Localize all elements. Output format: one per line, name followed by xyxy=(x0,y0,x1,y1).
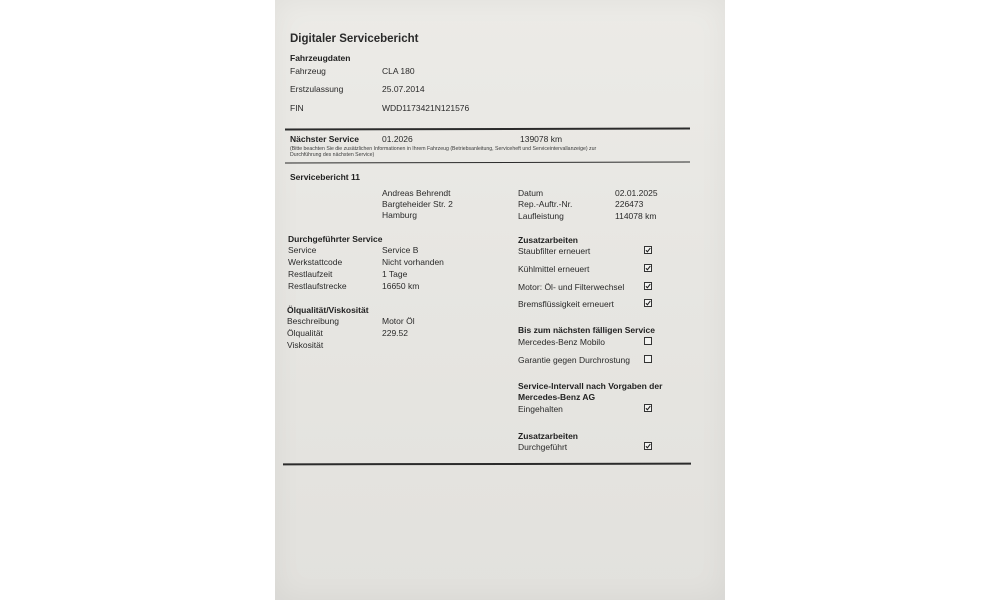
vehicle-value: CLA 180 xyxy=(382,66,415,76)
next-service-note: (Bitte beachten Sie die zusätzlichen Informationen in Ihrem Fahrzeug (Betriebsanleitung, Serviceheft und Serviceintervallanzeige) zur xyxy=(290,146,597,152)
oil-heading: Ölqualität/Viskosität xyxy=(287,305,369,315)
oil-description-value: Motor Öl xyxy=(382,316,415,326)
checkmark-icon xyxy=(645,405,651,411)
interval-item: Eingehalten xyxy=(518,404,563,414)
customer-street: Bargteheider Str. 2 xyxy=(382,199,453,209)
interval-heading-continued: Mercedes-Benz AG xyxy=(518,392,596,402)
interval-heading: Service-Intervall nach Vorgaben der xyxy=(518,381,663,391)
vehicle-label: Fahrzeug xyxy=(290,66,326,76)
divider-line xyxy=(285,161,690,163)
checkbox-dust-filter[interactable] xyxy=(644,246,652,254)
workshop-code-label: Werkstattcode xyxy=(288,257,343,267)
remaining-distance-label: Restlaufstrecke xyxy=(288,281,347,291)
report-heading: Servicebericht 11 xyxy=(290,172,360,182)
date-label: Datum xyxy=(518,188,544,198)
checkbox-interval-kept[interactable] xyxy=(644,404,652,412)
oil-quality-value: 229.52 xyxy=(382,328,408,338)
document-page xyxy=(275,0,725,600)
first-registration-value: 25.07.2014 xyxy=(382,84,425,94)
checkmark-icon xyxy=(645,443,651,449)
extra-work-item: Kühlmittel erneuert xyxy=(518,264,590,274)
service-value: Service B xyxy=(382,245,419,255)
extra-work-item: Motor: Öl- und Filterwechsel xyxy=(518,282,625,292)
order-number-label: Rep.-Auftr.-Nr. xyxy=(518,199,573,209)
oil-quality-label: Ölqualität xyxy=(287,328,323,338)
date-value: 02.01.2025 xyxy=(615,188,658,198)
extra-work-heading: Zusatzarbeiten xyxy=(518,235,578,245)
customer-name: Andreas Behrendt xyxy=(382,188,451,198)
next-service-label: Nächster Service xyxy=(290,134,359,144)
viscosity-label: Viskosität xyxy=(287,340,324,350)
checkmark-icon xyxy=(645,247,651,253)
bottom-divider-line xyxy=(283,463,691,465)
next-service-km: 139078 km xyxy=(520,134,563,144)
workshop-code-value: Nicht vorhanden xyxy=(382,257,444,267)
next-service-date: 01.2026 xyxy=(382,134,413,144)
service-label: Service xyxy=(288,245,317,255)
remaining-distance-value: 16650 km xyxy=(382,281,420,291)
remaining-time-value: 1 Tage xyxy=(382,269,408,279)
fin-label: FIN xyxy=(290,103,304,113)
performed-heading: Durchgeführter Service xyxy=(288,234,383,244)
page-title: Digitaler Servicebericht xyxy=(290,33,419,45)
remaining-time-label: Restlaufzeit xyxy=(288,269,333,279)
checkbox-mobilo[interactable] xyxy=(644,337,652,345)
extra-work2-heading: Zusatzarbeiten xyxy=(518,431,578,441)
checkbox-performed[interactable] xyxy=(644,442,652,450)
extra-work2-item: Durchgeführt xyxy=(518,442,568,452)
extra-work-item: Bremsflüssigkeit erneuert xyxy=(518,299,614,309)
until-next-heading: Bis zum nächsten fälligen Service xyxy=(518,325,655,335)
fin-value: WDD1173421N121576 xyxy=(382,103,470,113)
vehicle-heading: Fahrzeugdaten xyxy=(290,53,351,63)
next-service-note-continued: Durchführung des nächsten Service) xyxy=(290,152,375,158)
oil-description-label: Beschreibung xyxy=(287,316,339,326)
mileage-label: Laufleistung xyxy=(518,211,564,221)
until-next-item: Garantie gegen Durchrostung xyxy=(518,355,630,365)
divider-line xyxy=(285,127,690,130)
order-number-value: 226473 xyxy=(615,199,644,209)
checkbox-rust-warranty[interactable] xyxy=(644,355,652,363)
until-next-item: Mercedes-Benz Mobilo xyxy=(518,337,605,347)
checkmark-icon xyxy=(645,300,651,306)
first-registration-label: Erstzulassung xyxy=(290,84,344,94)
checkmark-icon xyxy=(645,265,651,271)
customer-city: Hamburg xyxy=(382,210,417,220)
checkbox-coolant[interactable] xyxy=(644,264,652,272)
checkbox-oil-change[interactable] xyxy=(644,282,652,290)
mileage-value: 114078 km xyxy=(615,211,657,221)
extra-work-item: Staubfilter erneuert xyxy=(518,246,591,256)
checkbox-brake-fluid[interactable] xyxy=(644,299,652,307)
checkmark-icon xyxy=(645,283,651,289)
